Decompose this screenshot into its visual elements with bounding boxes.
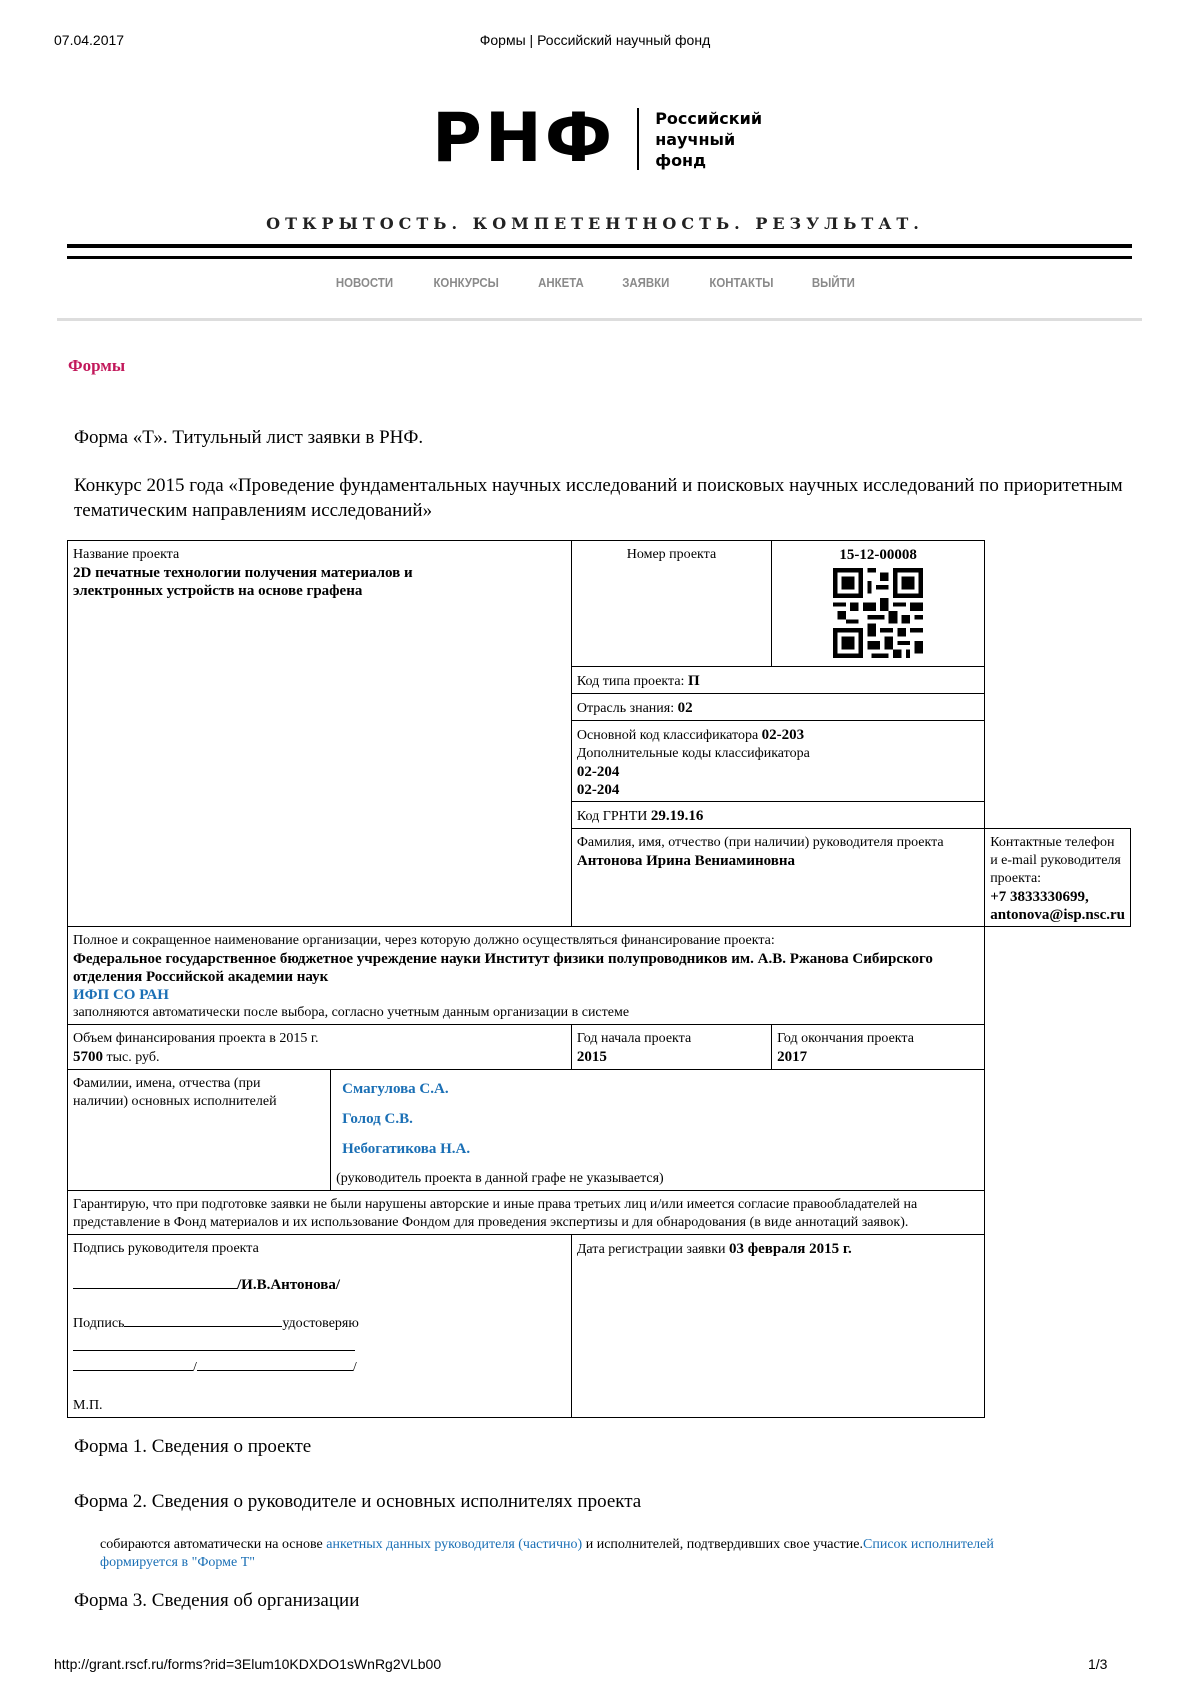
executors-cell (331, 1070, 985, 1191)
signature-cell (68, 1235, 572, 1418)
print-title: Формы | Российский научный фонд (479, 32, 711, 48)
classifier-cell (571, 721, 984, 802)
executors-note: (руководитель проекта в данной графе не указывается) (336, 1171, 664, 1186)
executors-label: Фамилии, имена, отчества (при наличии) основных исполнителей (73, 1076, 277, 1109)
project-type-value: П (687, 673, 700, 689)
guarantee-cell: Гарантирую, что при подготовке заявки не были нарушены авторские и иные права третьих лиц и/или имеется согласие правообладателей на представление в Фонд материалов и их использование Фондом для проведения экспертизы и для обнародования (в виде аннотаций заявок). (68, 1191, 985, 1235)
project-number-value: 15-12-00008 (839, 547, 917, 563)
signature-label: Подпись руководителя проекта (73, 1241, 259, 1256)
funding-unit: тыс. руб. (106, 1050, 160, 1065)
logo-letters: РНФ (432, 99, 616, 178)
leader-label: Фамилия, имя, отчество (при наличии) руководителя проекта (576, 835, 944, 850)
qr-code-icon (833, 568, 923, 658)
organization-note: заполняются автоматически после выбора, согласно учетным данным организации в системе (73, 1005, 630, 1020)
contest-title: Конкурс 2015 года «Проведение фундаментальных научных исследований и поисковых научных исследований по приоритетным тематическим направлениям исследований» (74, 475, 1123, 521)
signature-name: /И.В.Антонова/ (237, 1277, 341, 1293)
note-text: и исполнителей, подтвердивших свое участие. (582, 1537, 863, 1552)
note-text: собираются автоматически на основе (100, 1537, 327, 1552)
executors-label-cell (68, 1070, 331, 1191)
nav-contests[interactable]: КОНКУРСЫ (433, 275, 499, 290)
main-code-value: 02-203 (761, 727, 805, 743)
branch-label: Отрасль знания: (576, 701, 675, 716)
signature-line (73, 1350, 355, 1351)
logo-line-2: научный (655, 129, 736, 149)
nav-logout[interactable]: ВЫЙТИ (812, 275, 856, 290)
leader-cell (571, 829, 984, 927)
slash: / (352, 1360, 357, 1375)
signature-line (73, 1288, 237, 1289)
logo-line-3: фонд (655, 150, 707, 170)
funding-cell (68, 1025, 572, 1070)
logo-divider (637, 108, 639, 170)
start-year-value: 2015 (576, 1049, 607, 1065)
executor-link[interactable]: Голод С.В. (342, 1111, 413, 1127)
nav-divider (57, 318, 1142, 321)
form-3-title: Форма 3. Сведения об организации (74, 1590, 360, 1611)
executors-list-link[interactable]: Список исполнителей формируется в "Форме Т" (100, 1537, 994, 1570)
project-number-label: Номер проекта (571, 541, 771, 667)
end-year-cell (772, 1025, 985, 1070)
nav-contacts[interactable]: КОНТАКТЫ (708, 275, 774, 290)
logo-line-1: Российский (655, 108, 763, 128)
end-year-value: 2017 (777, 1049, 808, 1065)
page-number: 1/3 (1088, 1656, 1108, 1672)
registration-date: 03 февраля 2015 г. (729, 1241, 852, 1257)
form-1-title: Форма 1. Сведения о проекте (74, 1436, 312, 1457)
signature-line (124, 1326, 282, 1327)
project-number-cell (772, 541, 985, 667)
main-code-label: Основной код классификатора (576, 728, 759, 743)
divider-thin (67, 256, 1132, 259)
leader-profile-link[interactable]: анкетных данных руководителя (частично) (326, 1537, 583, 1552)
contacts-label: Контактные телефон и e-mail руководителя проекта: (990, 835, 1121, 886)
funding-value: 5700 (73, 1049, 103, 1065)
slash: / (193, 1360, 197, 1375)
grnti-cell (571, 802, 984, 829)
form-2-note (100, 1536, 1060, 1572)
executor-link[interactable]: Смагулова С.А. (342, 1081, 449, 1097)
project-type-label: Код типа проекта: (576, 674, 685, 689)
certify-label: удостоверяю (282, 1316, 359, 1331)
signature-line (73, 1370, 193, 1371)
sign-word: Подпись (73, 1316, 125, 1331)
form-t-title: Форма «Т». Титульный лист заявки в РНФ. (74, 427, 424, 448)
project-name-cell (68, 541, 572, 927)
branch-cell (571, 694, 984, 721)
nav-profile[interactable]: АНКЕТА (538, 275, 584, 290)
logo-text (655, 108, 762, 171)
registration-cell (571, 1235, 984, 1418)
project-type-cell (571, 667, 984, 694)
extra-code: 02-204 (576, 782, 620, 798)
page-title: Формы (68, 356, 126, 375)
registration-label: Дата регистрации заявки (576, 1242, 726, 1257)
funding-label: Объем финансирования проекта в 2015 г. (73, 1031, 319, 1046)
divider-thick (67, 244, 1132, 248)
end-year-label: Год окончания проекта (777, 1031, 914, 1046)
contacts-value: +7 3833330699, antonova@isp.nsc.ru (990, 889, 1126, 923)
leader-value: Антонова Ирина Вениаминовна (576, 853, 796, 869)
organization-label: Полное и сокращенное наименование организации, через которую должно осуществляться финансирование проекта: (73, 933, 775, 948)
slogan: ОТКРЫТОСТЬ. КОМПЕТЕНТНОСТЬ. РЕЗУЛЬТАТ. (266, 214, 924, 233)
form-2-title: Форма 2. Сведения о руководителе и основных исполнителях проекта (74, 1491, 642, 1512)
print-date: 07.04.2017 (54, 32, 125, 48)
seal-label: М.П. (73, 1398, 103, 1413)
branch-value: 02 (677, 700, 693, 716)
start-year-label: Год начала проекта (576, 1031, 692, 1046)
signature-line (197, 1370, 353, 1371)
grnti-label: Код ГРНТИ (576, 809, 648, 824)
start-year-cell (571, 1025, 771, 1070)
organization-short-name[interactable]: ИФП СО РАН (73, 987, 169, 1003)
rnf-logo[interactable] (432, 99, 763, 178)
nav-applications[interactable]: ЗАЯВКИ (622, 275, 670, 290)
grnti-value: 29.19.16 (650, 808, 704, 824)
nav-news[interactable]: НОВОСТИ (335, 275, 393, 290)
extra-codes-label: Дополнительные коды классификатора (576, 746, 810, 761)
main-nav (0, 274, 1190, 292)
project-name-label: Название проекта (73, 547, 180, 562)
executor-link[interactable]: Небогатикова Н.А. (342, 1141, 471, 1157)
contacts-cell (985, 829, 1131, 927)
print-url: http://grant.rscf.ru/forms?rid=3Elum10KDXDO1sWnRg2VLb00 (54, 1656, 442, 1672)
organization-full-name: Федеральное государственное бюджетное учреждение науки Институт физики полупроводников им. А.В. Ржанова Сибирского отделения Российской академии наук (73, 951, 933, 985)
extra-code: 02-204 (576, 764, 620, 780)
form-t-table (67, 540, 1131, 1418)
project-name-value: 2D печатные технологии получения материалов и электронных устройств на основе графена (73, 565, 413, 599)
organization-cell (68, 927, 985, 1025)
